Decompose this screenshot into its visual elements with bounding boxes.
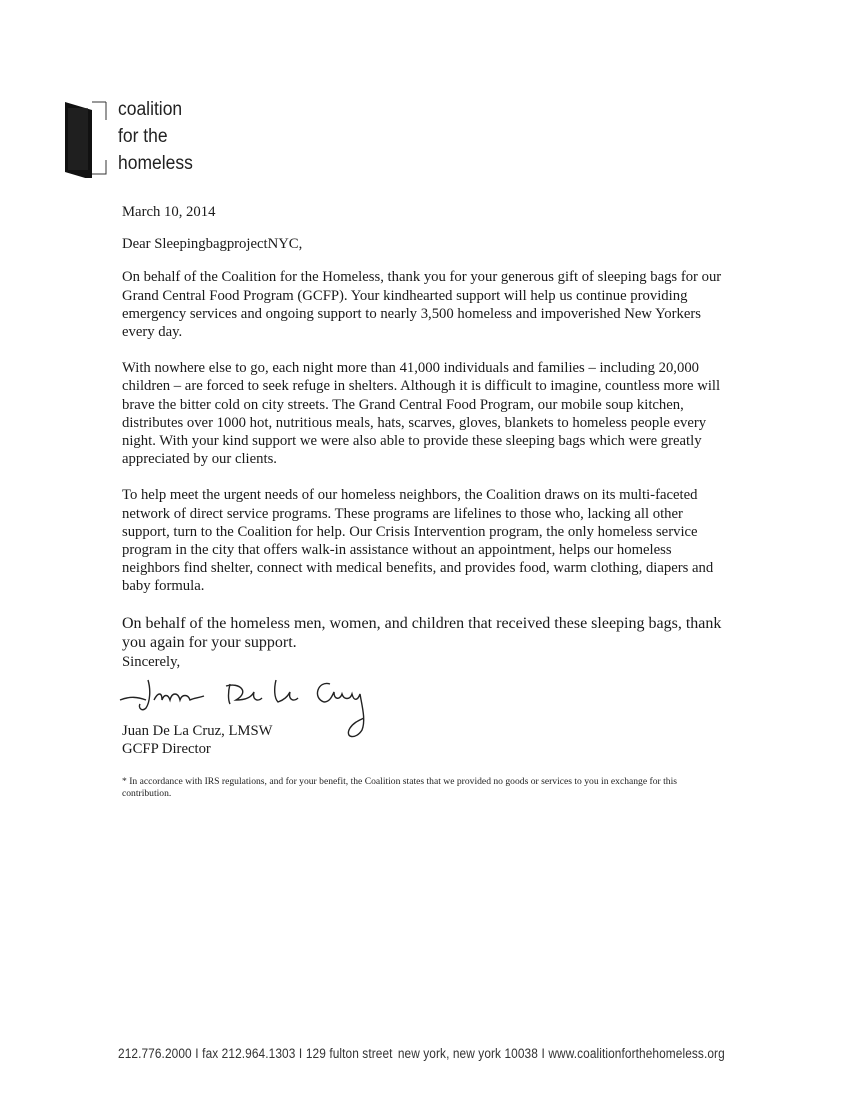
logo-wordmark bbox=[118, 96, 193, 177]
signer-name: Juan De La Cruz, LMSW bbox=[122, 723, 273, 739]
paragraph-2: With nowhere else to go, each night more than 41,000 individuals and families – including 20,000 children – are forced to seek refuge in shelters. Although it is difficult to imagine, countless more will brave the bitter cold on city streets. The Grand Central Food Program, our mobile soup kitchen, distributes over 1000 hot, nutritious meals, hats, scarves, gloves, blankets to homeless people every night. With your kind support we were also able to provide these sleeping bags which were greatly appreciated by our clients. bbox=[122, 360, 721, 468]
letter-body bbox=[122, 203, 722, 671]
footer-website[interactable]: www.coalitionforthehomeless.org bbox=[548, 1046, 725, 1061]
footer-address: 129 fulton street bbox=[305, 1046, 393, 1061]
closing-paragraph: On behalf of the homeless men, women, and children that received these sleeping bags, thank you again for your support. bbox=[122, 614, 722, 652]
salutation: Dear SleepingbagprojectNYC, bbox=[122, 236, 303, 253]
footer-separator: I bbox=[541, 1046, 545, 1061]
paragraph-1: On behalf of the Coalition for the Homeless, thank you for your generous gift of sleeping bags for our Grand Central Food Program (GCFP). Your kindhearted support will help us continue providing emergency services and ongoing support to nearly 3,500 homeless and impoverished New Yorkers every day. bbox=[122, 269, 722, 341]
logo-line-2: for the bbox=[118, 126, 168, 147]
footer-phone: 212.776.2000 bbox=[118, 1046, 192, 1061]
letterhead-footer bbox=[118, 1046, 725, 1061]
logo-line-1: coalition bbox=[118, 99, 183, 120]
paragraph-3: To help meet the urgent needs of our homeless neighbors, the Coalition draws on its multi-faceted network of direct service programs. These programs are lifelines to those who, lacking all other support, turn to the Coalition for help. Our Crisis Intervention program, the only homeless service program in the city that offers walk-in assistance without an appointment, helps our homeless neighbors find shelter, connect with medical benefits, and provides food, warm clothing, diapers and baby formula. bbox=[122, 487, 714, 595]
open-door-logo-icon bbox=[62, 98, 108, 178]
footer-city: new york, new york 10038 bbox=[397, 1046, 538, 1061]
logo-line-3: homeless bbox=[118, 153, 193, 174]
signature-block bbox=[122, 722, 273, 758]
letter-date: March 10, 2014 bbox=[122, 204, 216, 220]
footer-fax: fax 212.964.1303 bbox=[202, 1046, 296, 1061]
footer-separator: I bbox=[195, 1046, 199, 1061]
organization-logo bbox=[62, 96, 212, 180]
irs-footnote: * In accordance with IRS regulations, and for your benefit, the Coalition states that we provided no goods or services to you in exchange for this contribution. bbox=[122, 776, 677, 799]
signer-title: GCFP Director bbox=[122, 741, 211, 757]
footer-separator: I bbox=[298, 1046, 303, 1061]
sincerely: Sincerely, bbox=[122, 653, 181, 670]
